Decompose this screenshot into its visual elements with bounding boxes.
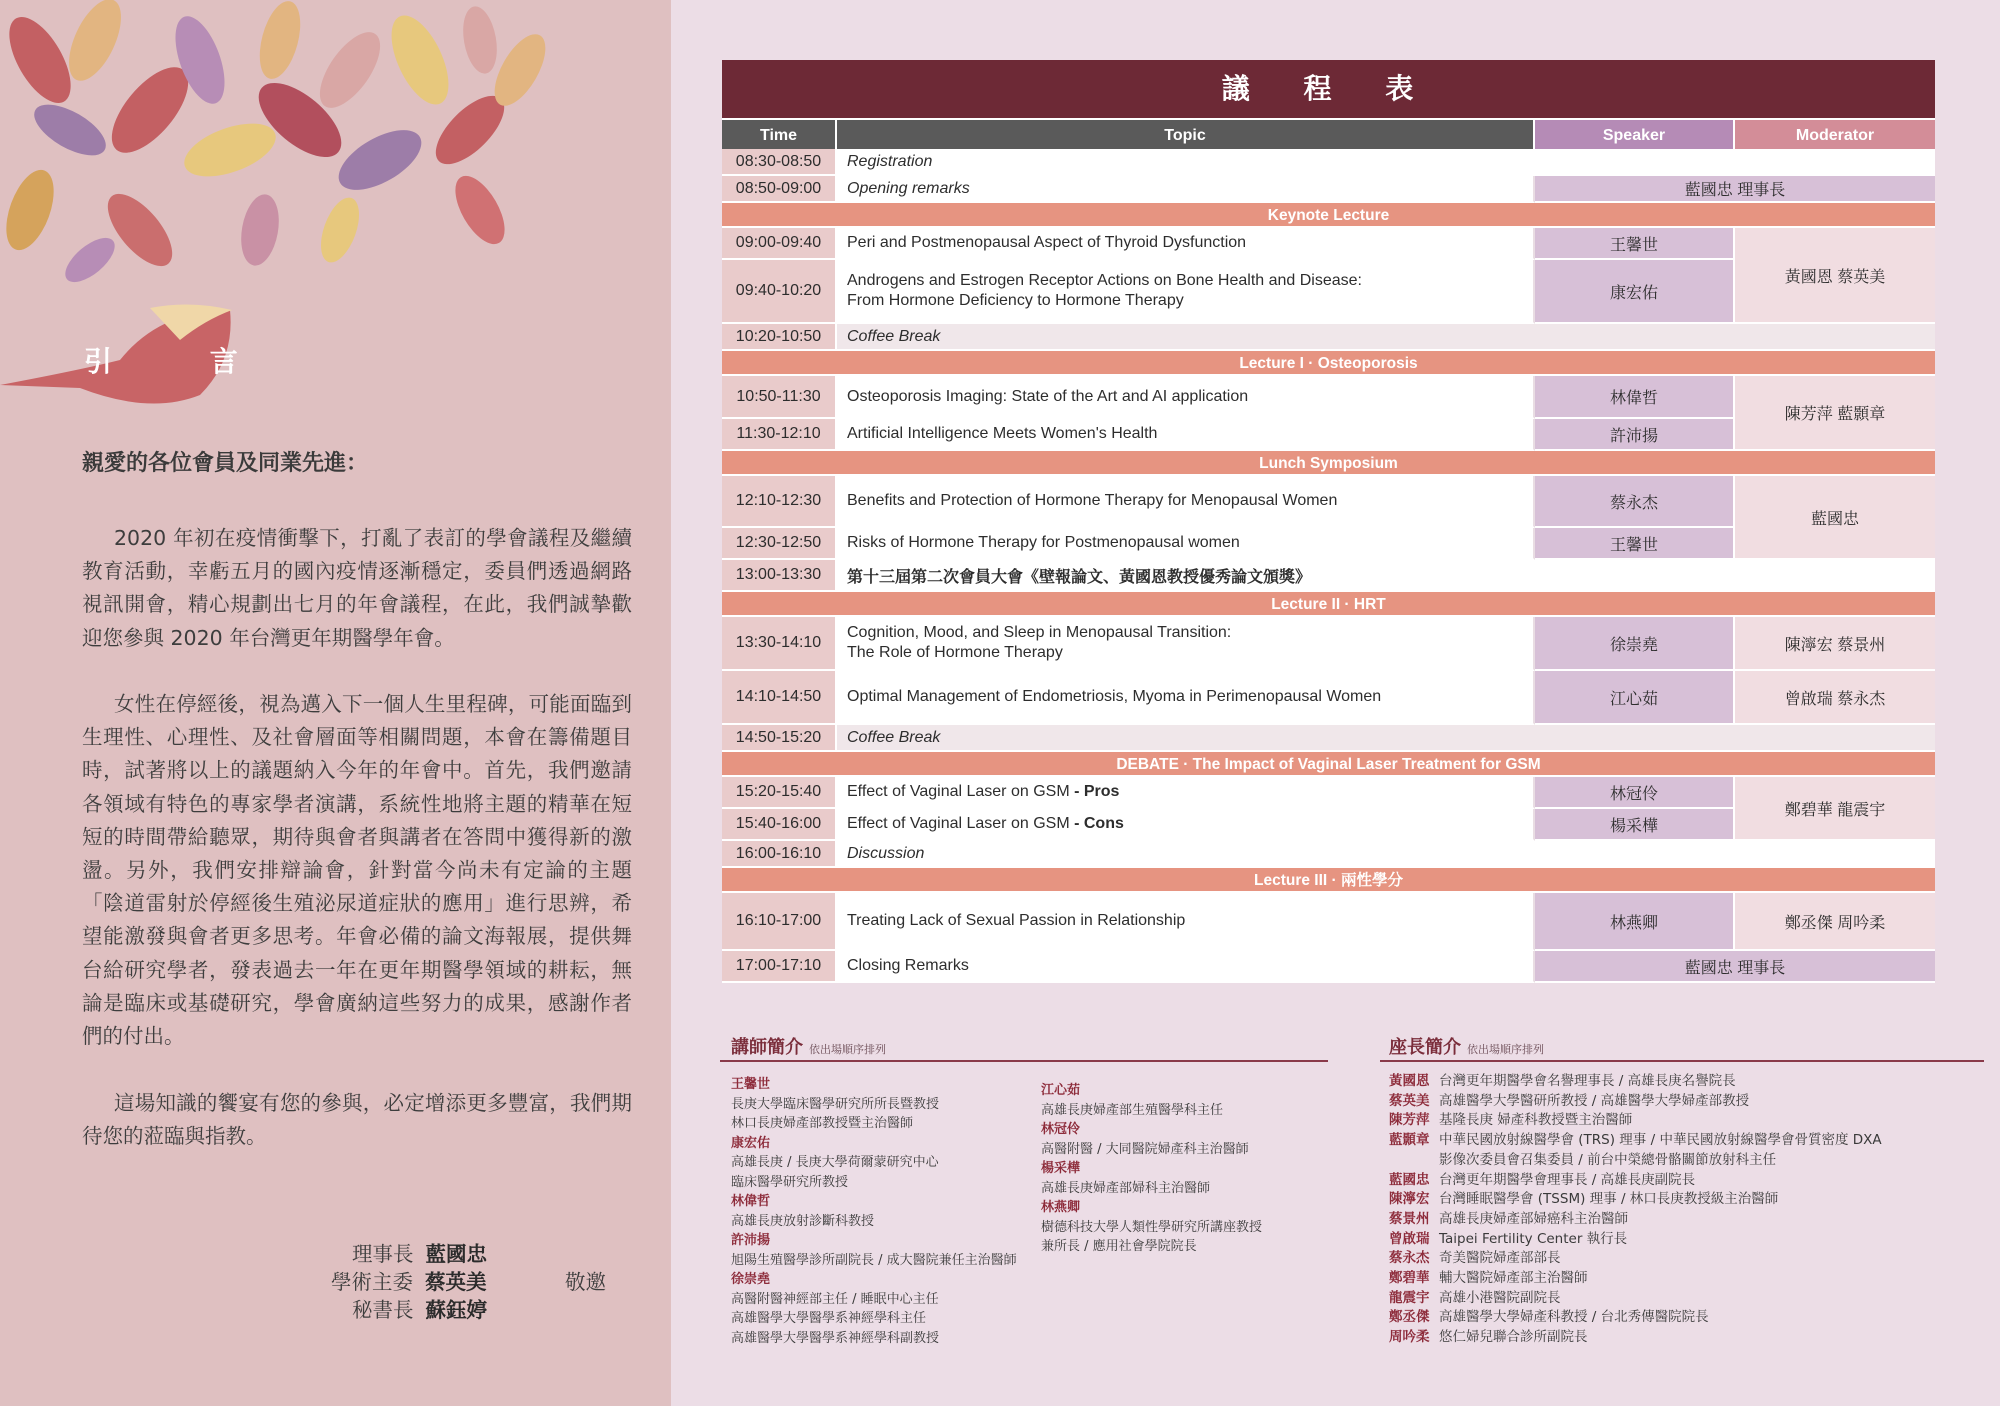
row-topic: Effect of Vaginal Laser on GSM - Cons: [837, 809, 1535, 841]
section-debate: DEBATE · The Impact of Vaginal Laser Treatment for GSM: [722, 752, 1935, 777]
agenda-title: 議 程 表: [722, 60, 1935, 118]
row-speaker: 楊采樺: [1535, 809, 1735, 841]
moderator-item: 影像次委員會召集委員 / 前台中榮總骨骼關節放射科主任: [1439, 1151, 1777, 1168]
row-speaker-moderator: 藍國忠 理事長: [1535, 951, 1935, 983]
moderator-item: 蔡永杰 奇美醫院婦產部部長: [1389, 1250, 1561, 1267]
greeting: 親愛的各位會員及同業先進：: [82, 451, 369, 476]
row-topic: Cognition, Mood, and Sleep in Menopausal Transition: The Role of Hormone Therapy: [837, 617, 1535, 671]
moderator-item: 藍國忠 台灣更年期醫學會理事長 / 高雄長庚副院長: [1389, 1171, 1696, 1188]
row-time: 14:10-14:50: [722, 671, 837, 725]
row-time: 10:50-11:30: [722, 376, 837, 419]
moderator-item: 藍顥章 中華民國放射線醫學會 (TRS) 理事 / 中華民國放射線醫學會骨質密度 DXA: [1389, 1132, 1882, 1149]
row-topic: Benefits and Protection of Hormone Therapy for Menopausal Women: [837, 476, 1535, 528]
agenda-table: [722, 60, 1935, 983]
intro-label: 引 言: [84, 345, 282, 378]
row-time: 11:30-12:10: [722, 419, 837, 451]
section-hrt: Lecture II · HRT: [722, 592, 1935, 617]
row-time: 10:20-10:50: [722, 324, 837, 351]
section-lunch: Lunch Symposium: [722, 451, 1935, 476]
row-time: 17:00-17:10: [722, 951, 837, 983]
speakers-col-1: 王馨世 長庚大學臨床醫學研究所所長暨教授 林口長庚婦產部教授暨主治醫師 康宏佑 高雄長庚 / 長庚大學荷爾蒙研究中心 臨床醫學研究所教授 林偉哲 高雄長庚放射診斷科教授 許沛揚 旭陽生殖醫學診所副院長 / 成大醫院兼任主治醫師 徐崇堯 高醫附醫神經部主任 / 睡眠中心主任 高雄醫學大學醫學系神經學科主任 高雄醫學大學醫學系神經學科副教授: [731, 1077, 1017, 1346]
row-time: 15:40-16:00: [722, 809, 837, 841]
intro-panel: [0, 0, 671, 1406]
row-time: 08:50-09:00: [722, 176, 837, 203]
moderators-divider: [1380, 1060, 1984, 1062]
row-topic: Optimal Management of Endometriosis, Myoma in Perimenopausal Women: [837, 671, 1535, 725]
moderator-item: 鄭丞傑 高雄醫學大學婦產科教授 / 台北秀傳醫院院長: [1389, 1309, 1709, 1326]
row-moderator: 黃國恩 蔡英美: [1735, 228, 1935, 324]
header-time: Time: [722, 118, 837, 149]
moderator-item: 陳芳萍 基隆長庚 婦產科教授暨主治醫師: [1389, 1112, 1633, 1129]
row-topic: Treating Lack of Sexual Passion in Relationship: [837, 893, 1535, 951]
row-moderator: 陳芳萍 藍顥章: [1735, 376, 1935, 451]
row-time: 09:40-10:20: [722, 260, 837, 324]
section-keynote: Keynote Lecture: [722, 203, 1935, 228]
row-time: 13:00-13:30: [722, 560, 837, 592]
intro-paragraph-3: 這場知識的饗宴有您的參與，必定增添更多豐富，我們期待您的蒞臨與指教。: [82, 1091, 632, 1149]
section-lecture-3: Lecture III · 兩性學分: [722, 868, 1935, 893]
moderator-item: 曾啟瑞 Taipei Fertility Center 執行長: [1389, 1230, 1628, 1247]
intro-paragraph-1: 2020 年初在疫情衝擊下，打亂了表訂的學會議程及繼續教育活動，幸虧五月的國內疫情逐漸穩定，委員們透過網路視訊開會，精心規劃出七月的年會議程，在此，我們誠摯歡迎您參與 2020 年台灣更年期醫學年會。: [82, 526, 632, 650]
row-time: 08:30-08:50: [722, 149, 837, 176]
row-topic: Peri and Postmenopausal Aspect of Thyroid Dysfunction: [837, 228, 1535, 260]
row-time: 13:30-14:10: [722, 617, 837, 671]
moderator-item: 鄭碧華 輔大醫院婦產部主治醫師: [1389, 1270, 1588, 1287]
moderator-item: 龍震宇 高雄小港醫院副院長: [1389, 1289, 1561, 1306]
moderator-item: 陳濘宏 台灣睡眠醫學會 (TSSM) 理事 / 林口長庚教授級主治醫師: [1389, 1191, 1779, 1208]
moderator-item: 周吟柔 悠仁婦兒聯合診所副院長: [1389, 1329, 1588, 1346]
moderator-item: 蔡景州 高雄長庚婦產部婦癌科主治醫師: [1389, 1210, 1628, 1227]
signature-2: 學術主委 蔡英美: [331, 1270, 487, 1294]
row-topic: Artificial Intelligence Meets Women's Health: [837, 419, 1535, 451]
row-speaker: 許沛揚: [1535, 419, 1735, 451]
row-speaker: 康宏佑: [1535, 260, 1735, 324]
row-speaker: 江心茹: [1535, 671, 1735, 725]
row-topic: Risks of Hormone Therapy for Postmenopausal women: [837, 528, 1535, 560]
intro-paragraph-2: 女性在停經後，視為邁入下一個人生里程碑，可能面臨到生理性、心理性、及社會層面等相關問題，本會在籌備題目時，試著將以上的議題納入今年的年會中。首先，我們邀請各領域有特色的專家學者演講，系統性地將主題的精華在短短的時間帶給聽眾，期待與會者與講者在答問中獲得新的激盪。另外，我們安排辯論會，針對當今尚未有定論的主題「陰道雷射於停經後生殖泌尿道症狀的應用」進行思辨，希望能激發與會者更多思考。年會必備的論文海報展，提供舞台給研究學者，發表過去一年在更年期醫學領域的耕耘，無論是臨床或基礎研究，學會廣納這些努力的成果，感謝作者們的付出。: [82, 692, 632, 1049]
row-speaker: 王馨世: [1535, 528, 1735, 560]
row-time: 16:00-16:10: [722, 841, 837, 868]
row-speaker: 林冠伶: [1535, 777, 1735, 809]
row-speaker: 徐崇堯: [1535, 617, 1735, 671]
row-speaker: 林偉哲: [1535, 376, 1735, 419]
row-time: 12:30-12:50: [722, 528, 837, 560]
moderator-item: 黃國恩 台灣更年期醫學會名譽理事長 / 高雄長庚名譽院長: [1389, 1073, 1736, 1089]
row-topic: Coffee Break: [837, 324, 1935, 351]
moderators-heading: 座長簡介 依出場順序排列: [1389, 1037, 1544, 1058]
row-topic: Closing Remarks: [837, 951, 1535, 983]
closing-word: 敬邀: [565, 1270, 606, 1294]
row-moderator: 曾啟瑞 蔡永杰: [1735, 671, 1935, 725]
row-time: 12:10-12:30: [722, 476, 837, 528]
row-moderator: 陳濘宏 蔡景州: [1735, 617, 1935, 671]
speakers-divider: [720, 1060, 1328, 1062]
signature-3: 秘書長 蘇鈺婷: [352, 1298, 487, 1322]
row-topic: Coffee Break: [837, 725, 1935, 752]
row-speaker: 林燕卿: [1535, 893, 1735, 951]
leaves-illustration: [0, 0, 671, 300]
section-osteoporosis: Lecture I · Osteoporosis: [722, 351, 1935, 376]
header-topic: Topic: [837, 118, 1535, 149]
row-moderator: 鄭丞傑 周吟柔: [1735, 893, 1935, 951]
row-topic: Discussion: [837, 841, 1935, 868]
row-moderator: 藍國忠: [1735, 476, 1935, 560]
row-speaker: 蔡永杰: [1535, 476, 1735, 528]
speakers-col-2: 江心茹 高雄長庚婦產部生殖醫學科主任 林冠伶 高醫附醫 / 大同醫院婦產科主治醫師 楊采樺 高雄長庚婦產部婦科主治醫師 林燕卿 樹德科技大學人類性學研究所講座教授 兼所長 / 應用社會學院院長: [1041, 1083, 1263, 1254]
row-time: 15:20-15:40: [722, 777, 837, 809]
row-topic: Osteoporosis Imaging: State of the Art and AI application: [837, 376, 1535, 419]
header-speaker: Speaker: [1535, 118, 1735, 149]
row-topic: Registration: [837, 149, 1935, 176]
row-speaker-moderator: 藍國忠 理事長: [1535, 176, 1935, 203]
moderators-list: [1389, 1072, 1882, 1348]
row-moderator: 鄭碧華 龍震宇: [1735, 777, 1935, 841]
row-speaker: 王馨世: [1535, 228, 1735, 260]
row-topic: 第十三屆第二次會員大會《壁報論文、黃國恩教授優秀論文頒獎》: [837, 560, 1935, 592]
row-time: 09:00-09:40: [722, 228, 837, 260]
row-topic: Opening remarks: [837, 176, 1535, 203]
row-topic: Androgens and Estrogen Receptor Actions on Bone Health and Disease: From Hormone Deficiency to Hormone Therapy: [837, 260, 1535, 324]
signature-1: 理事長 藍國忠: [352, 1242, 487, 1266]
row-time: 16:10-17:00: [722, 893, 837, 951]
row-topic: Effect of Vaginal Laser on GSM - Pros: [837, 777, 1535, 809]
speakers-heading: 講師簡介 依出場順序排列: [731, 1037, 886, 1058]
header-moderator: Moderator: [1735, 118, 1935, 149]
moderator-item: 蔡英美 高雄醫學大學醫研所教授 / 高雄醫學大學婦產部教授: [1389, 1092, 1750, 1109]
row-time: 14:50-15:20: [722, 725, 837, 752]
